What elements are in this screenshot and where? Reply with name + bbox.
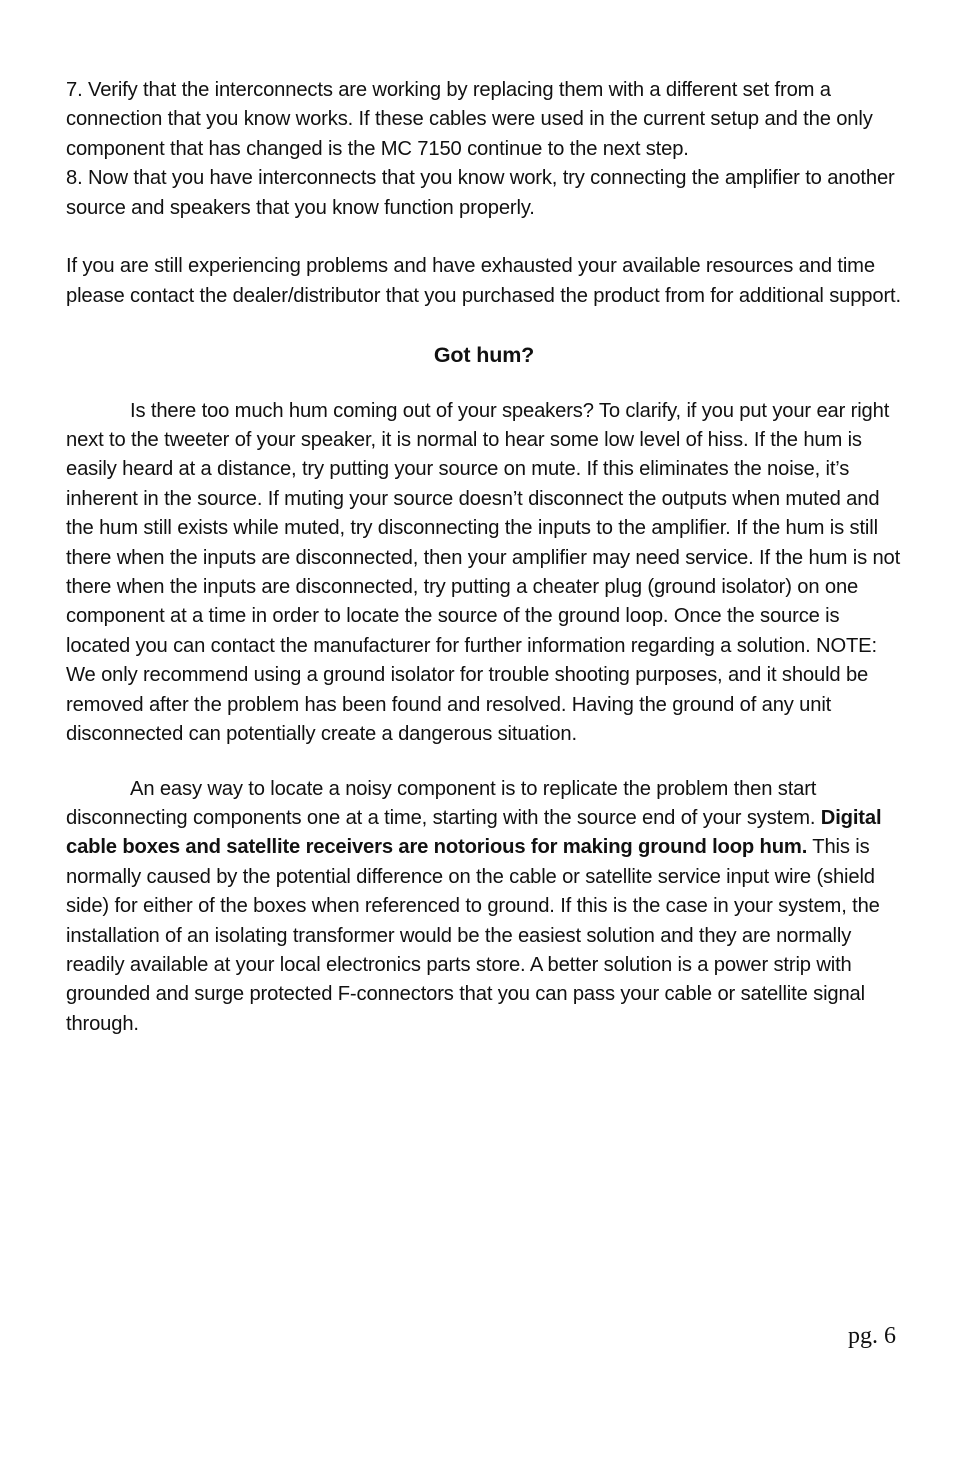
spacer xyxy=(66,223,902,252)
page-content xyxy=(66,76,902,1039)
hum-paragraph-2-bold: Digital cable boxes and satellite receivers are notorious for making ground loop hum. xyxy=(66,806,882,859)
hum-paragraph-1: Is there too much hum coming out of your speakers? To clarify, if you put your ear right next to the tweeter of your speaker, it is normal to hear some low level of hiss. If the hum is easily heard at a distance, try putting your source on mute. If this eliminates the noise, it’s inherent in the source. If muting your source doesn’t disconnect the outputs when muted and the hum still exists while muted, try disconnecting the inputs to the amplifier. If the hum is still there when the inputs are disconnected, then your amplifier may need service. If the hum is not there when the inputs are disconnected, try putting a cheater plug (ground isolator) on one component at a time in order to locate the source of the ground loop. Once the source is located you can contact the manufacturer for further information regarding a solution. NOTE: We only recommend using a ground isolator for trouble shooting purposes, and it should be removed after the problem has been found and resolved. Having the ground of any unit disconnected can potentially create a dangerous situation. xyxy=(66,399,901,746)
page-number: pg. 6 xyxy=(848,1323,896,1349)
step-7-text: 7. Verify that the interconnects are working by replacing them with a different set from a connection that you know works. If these cables were used in the current setup and the only component that has changed is the MC 7150 continue to the next step. xyxy=(66,79,873,160)
hum-paragraph-2-intro: An easy way to locate a noisy component is to replicate the problem then start disconnecting components one at a time, starting with the source end of your system. xyxy=(66,777,821,829)
section-heading-got-hum: Got hum? xyxy=(433,343,535,368)
step-8-text: 8. Now that you have interconnects that you know work, try connecting the amplifier to another source and speakers that you know function properly. xyxy=(66,167,895,219)
support-paragraph: If you are still experiencing problems and have exhausted your available resources and time please contact the dealer/distributor that you purchased the product from for additional support. xyxy=(66,255,901,307)
hum-paragraph-2-rest: This is normally caused by the potential difference on the cable or satellite service input wire (shield side) for either of the boxes when referenced to ground. If this is the case in your system, the installation of an isolating transformer would be the easiest solution and they are normally readily available at your local electronics parts store. A better solution is a power strip with grounded and surge protected F-connectors that you can pass your cable or satellite signal through. xyxy=(66,836,880,1035)
hum-paragraph-2 xyxy=(66,775,902,1040)
